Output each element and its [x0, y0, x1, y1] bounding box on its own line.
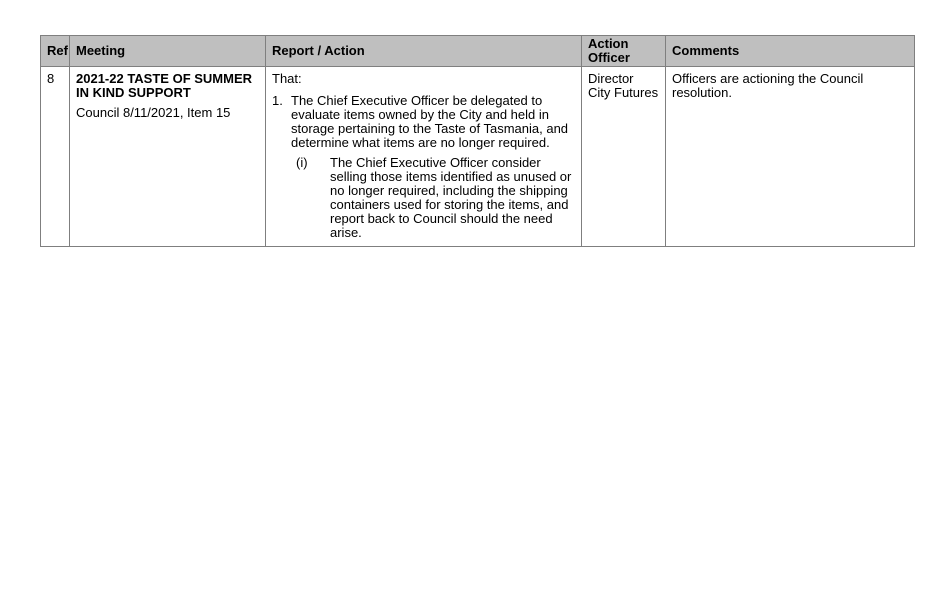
table-row [41, 67, 915, 247]
report-sub-item [296, 156, 575, 240]
report-sub-item-number: (i) [296, 155, 308, 170]
report-item-number: 1. [272, 93, 283, 108]
table-body [41, 67, 915, 247]
cell-meeting [70, 67, 266, 247]
header-ref: Ref [41, 36, 70, 67]
header-action-officer: Action Officer [582, 36, 666, 67]
header-report-action: Report / Action [266, 36, 582, 67]
resolutions-table [40, 35, 915, 247]
report-item-text: The Chief Executive Officer be delegated to evaluate items owned by the City and held in storage pertaining to the Taste of Tasmania, and determine what items are no longer required. [291, 93, 569, 150]
header-meeting: Meeting [70, 36, 266, 67]
report-item [272, 94, 575, 150]
report-intro: That: [272, 71, 302, 86]
report-sub-item-text: The Chief Executive Officer consider selling those items identified as unused or no longer required, including the shipping containers used for storing the items, and report back to Council should the need arise. [330, 155, 572, 240]
cell-report-action [266, 67, 582, 247]
cell-comments: Officers are actioning the Council resolution. [666, 67, 915, 247]
header-row [41, 36, 915, 67]
table-header [41, 36, 915, 67]
header-comments: Comments [666, 36, 915, 67]
cell-action-officer: Director City Futures [582, 67, 666, 247]
meeting-title: 2021-22 TASTE OF SUMMER IN KIND SUPPORT [76, 71, 253, 100]
meeting-detail: Council 8/11/2021, Item 15 [76, 105, 231, 120]
cell-ref: 8 [41, 67, 70, 247]
